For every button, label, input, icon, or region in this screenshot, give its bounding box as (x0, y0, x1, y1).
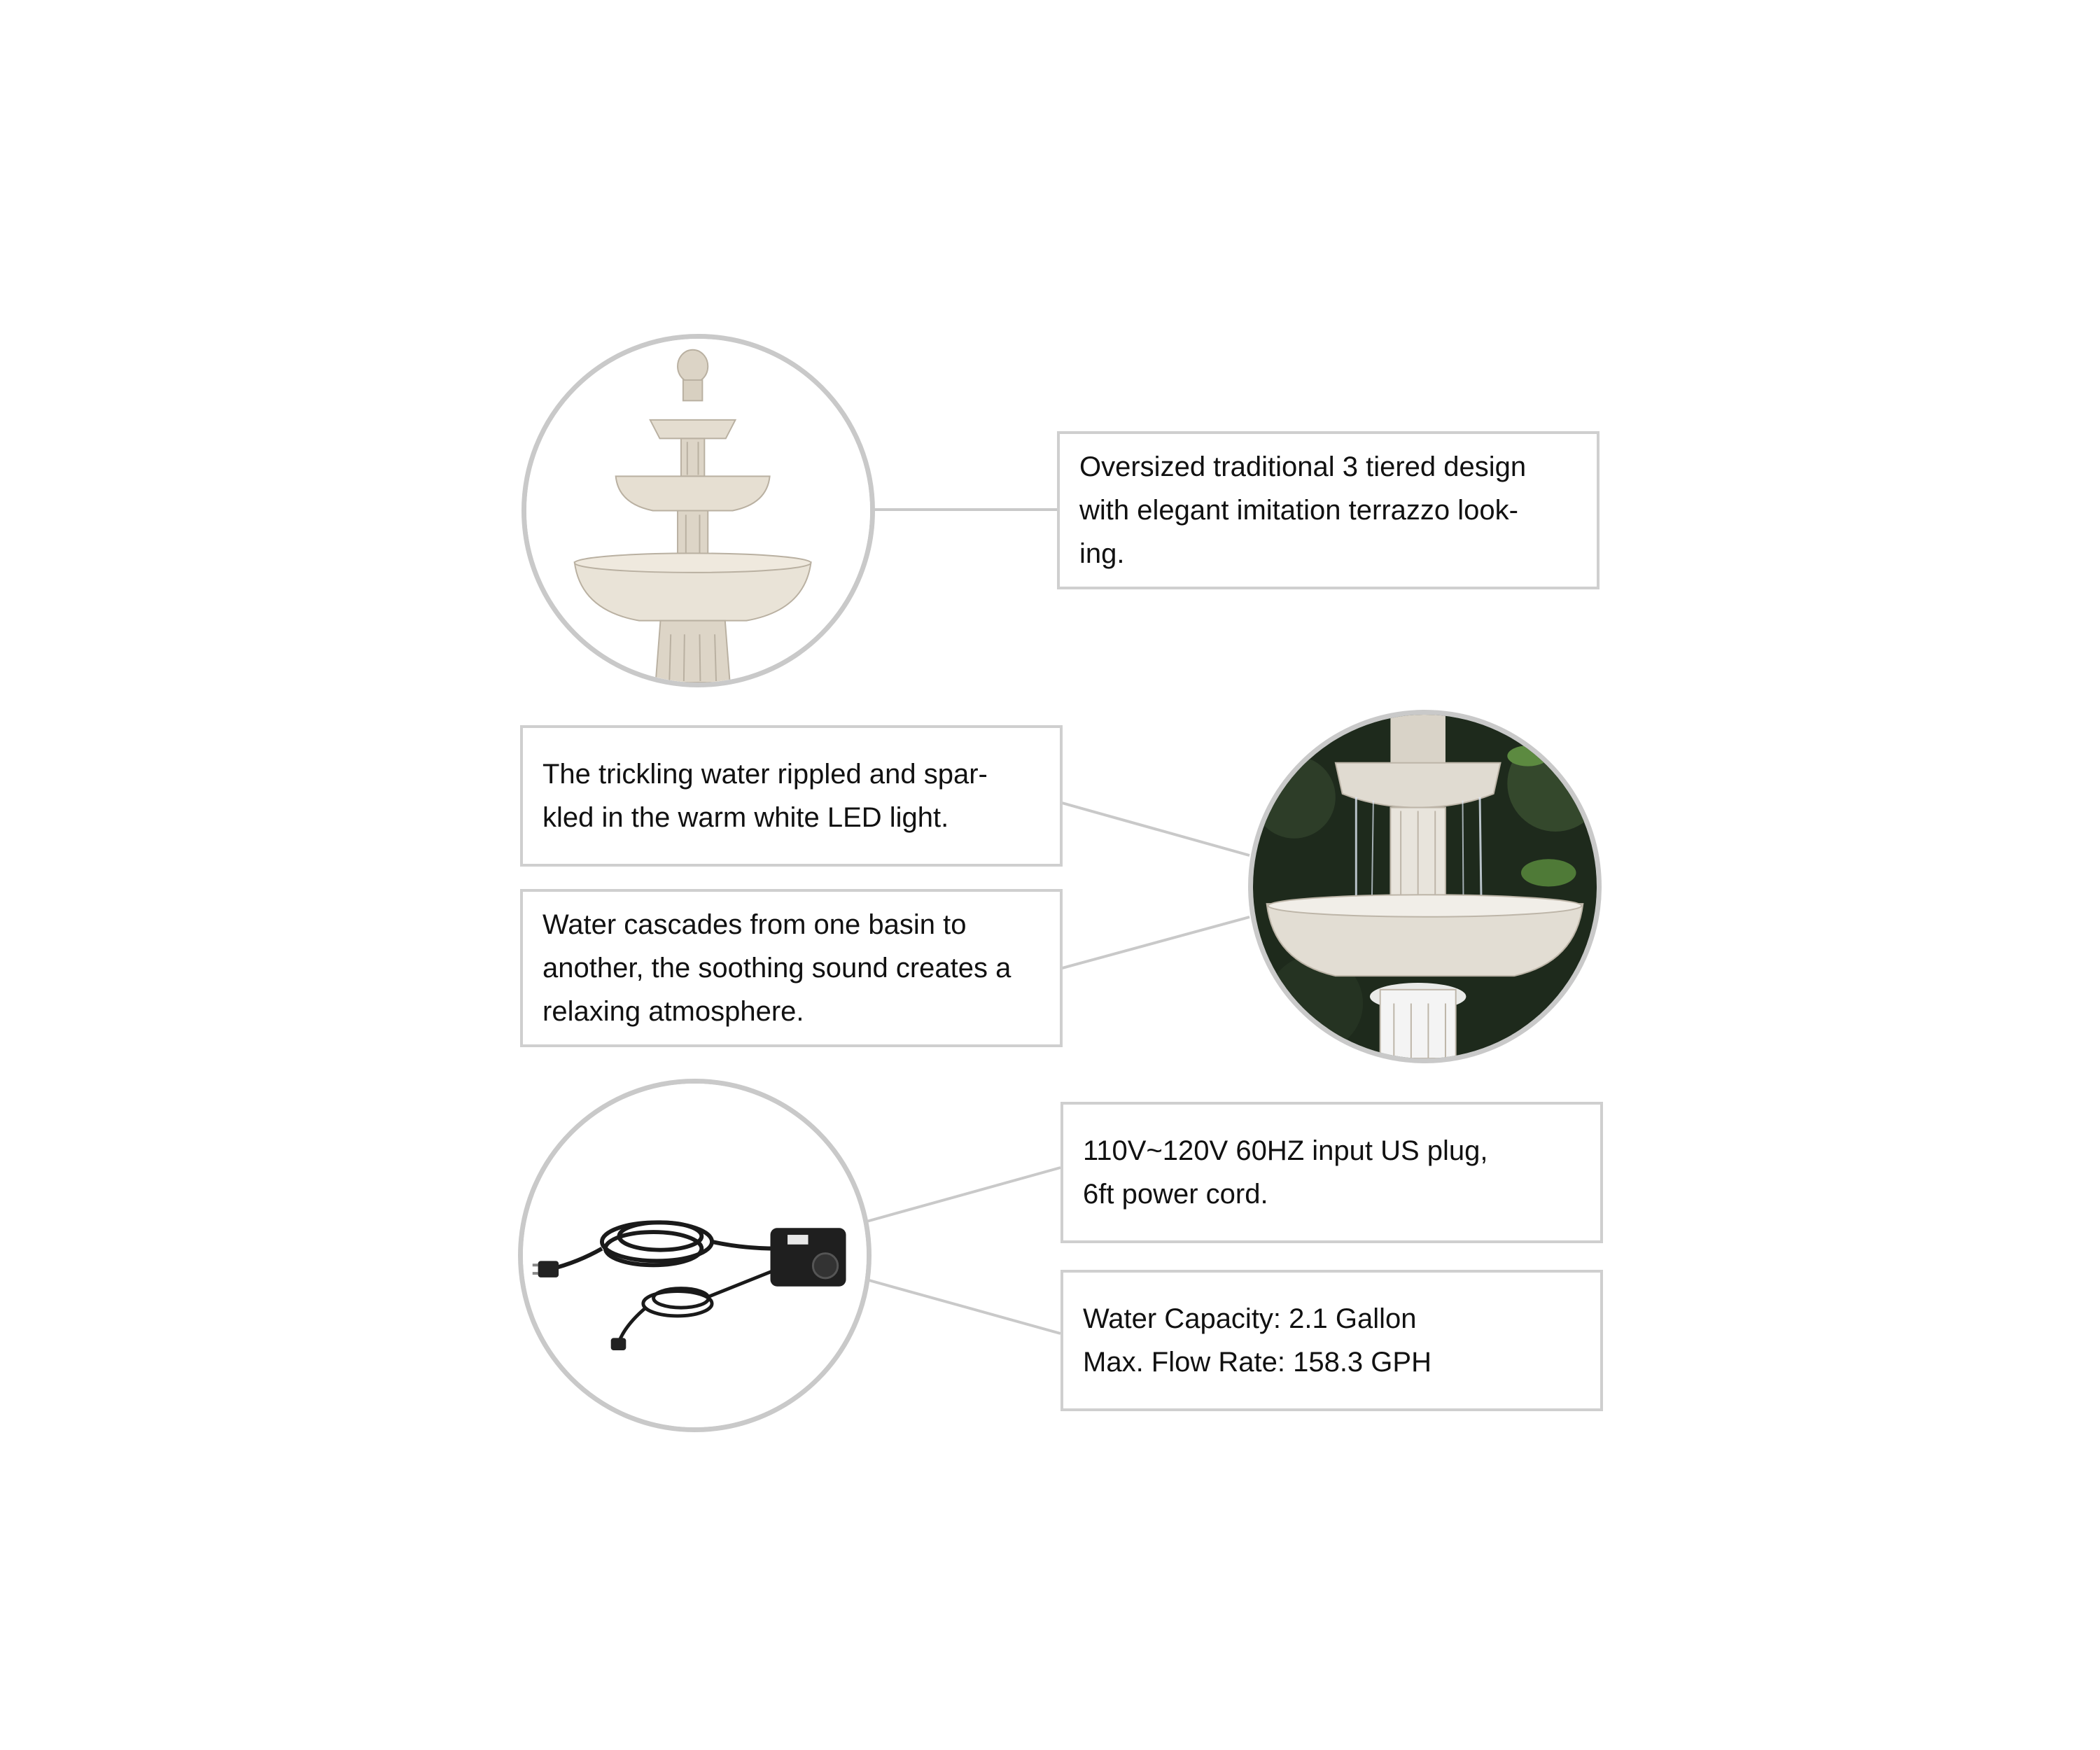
feature-text-cascade: Water cascades from one basin to another, the soothing sound creates a relaxing atmosphere. (542, 909, 1011, 1027)
pump-icon (523, 1084, 867, 1427)
feature-text-led-light: The trickling water rippled and spar- kled in the warm white LED light. (542, 759, 988, 833)
feature-text-capacity: Water Capacity: 2.1 Gallon Max. Flow Rate: 158.3 GPH (1083, 1303, 1432, 1378)
fountain-top-image (522, 334, 875, 687)
connector-line-power (867, 1168, 1060, 1222)
fountain-lit-image (1248, 710, 1602, 1063)
fountain-led-icon (1253, 715, 1597, 1058)
connector-line-cascade (1057, 917, 1250, 969)
fountain-icon (526, 339, 870, 682)
feature-box-cascade (520, 889, 1063, 1047)
feature-box-led-light (520, 725, 1063, 867)
feature-box-capacity (1060, 1270, 1603, 1411)
connector-line-capacity (867, 1280, 1060, 1334)
feature-box-power (1060, 1102, 1603, 1243)
feature-box-tiered-design (1057, 431, 1600, 589)
feature-text-tiered-design: Oversized traditional 3 tiered design with elegant imitation terrazzo look- ing. (1079, 451, 1527, 569)
pump-image (518, 1079, 872, 1432)
feature-text-power: 110V~120V 60HZ input US plug, 6ft power cord. (1083, 1135, 1488, 1210)
connector-line-led (1057, 802, 1250, 855)
